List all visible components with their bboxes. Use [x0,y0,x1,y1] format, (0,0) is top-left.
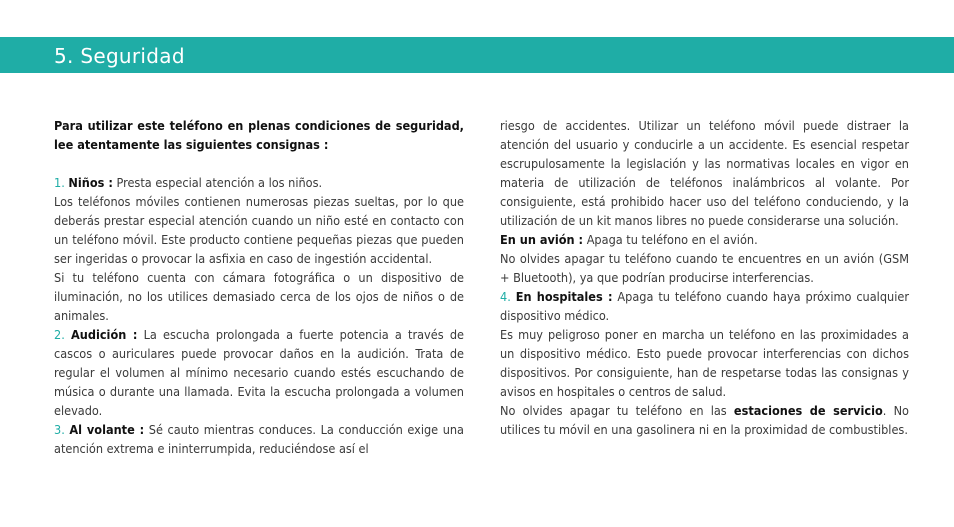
paragraph: riesgo de accidentes. Utilizar un teléfono móvil puede distraer la atención del usuario y conducirle a un accidente. Es esencial respetar escrupulosamente la legislación y las normativas locales en vigor en materia de utilización de teléfonos inalámbricos al volante. Por consiguiente, está prohibido hacer uso del teléfono conduciendo, y la utilización de un kit manos libres no puede considerarse una solución. [500,118,909,228]
intro-paragraph: Para utilizar este teléfono en plenas condiciones de seguridad, lee atentamente las siguientes consignas : [54,118,464,152]
paragraph: Es muy peligroso poner en marcha un teléfono en las proximidades a un dispositivo médico. Esto puede provocar interferencias con dichos dispositivos. Por consiguiente, han de respetarse todas las consignas y avisos en hospitales o centros de salud. [500,327,909,399]
right-column [500,116,909,439]
item-label: Al volante : [69,422,145,437]
item-lead: Presta especial atención a los niños. [116,175,323,190]
item-label: En un avión : [500,232,584,247]
subsection-avion [500,230,909,249]
paragraph: Los teléfonos móviles contienen numerosas piezas sueltas, por lo que deberás prestar especial atención cuando un niño esté en contacto con un teléfono móvil. Este producto contiene pequeñas piezas que pueden ser ingeridas o provocar la asfixia en caso de ingestión accidental. [54,194,464,266]
paragraph: Si tu teléfono cuenta con cámara fotográfica o un dispositivo de iluminación, no los utilices demasiado cerca de los ojos de niños o de animales. [54,270,464,323]
section-header-band [0,37,954,73]
text-fragment: . No utilices tu móvil en una gasolinera ni en la proximidad de combustibles. [500,403,909,437]
item-number: 1. [54,175,65,190]
item-text: Sé cauto mientras conduces. La conducción exige una atención extrema e ininterrumpida, reduciéndose así el [54,422,464,456]
item-label: Audición : [71,327,138,342]
item-text: La escucha prolongada a fuerte potencia a través de cascos o auriculares puede provocar daños en la audición. Trata de regular el volumen al mínimo necesario cuando estés escuchando de música o durante una llamada. Evita la escucha prolongada a volumen elevado. [54,327,464,418]
text-fragment: No olvides apagar tu teléfono en las [500,403,727,418]
item-text: Apaga tu teléfono cuando haya próximo cualquier dispositivo médico. [500,289,909,323]
item-audicion [54,325,464,420]
left-column [54,116,464,458]
paragraph: No olvides apagar tu teléfono cuando te encuentres en un avión (GSM + Bluetooth), ya que podrían producirse interferencias. [500,251,909,285]
emphasis: estaciones de servicio [733,403,883,418]
item-number: 4. [500,289,511,304]
item-al-volante [54,420,464,458]
item-label: Niños : [68,175,113,190]
section-title: 5. Seguridad [54,44,185,68]
paragraph-gasolinera [500,401,909,439]
item-lead: Apaga tu teléfono en el avión. [586,232,758,247]
item-label: En hospitales : [515,289,613,304]
item-hospitales [500,287,909,325]
item-number: 3. [54,422,65,437]
item-number: 2. [54,327,65,342]
item-ninos [54,173,464,192]
